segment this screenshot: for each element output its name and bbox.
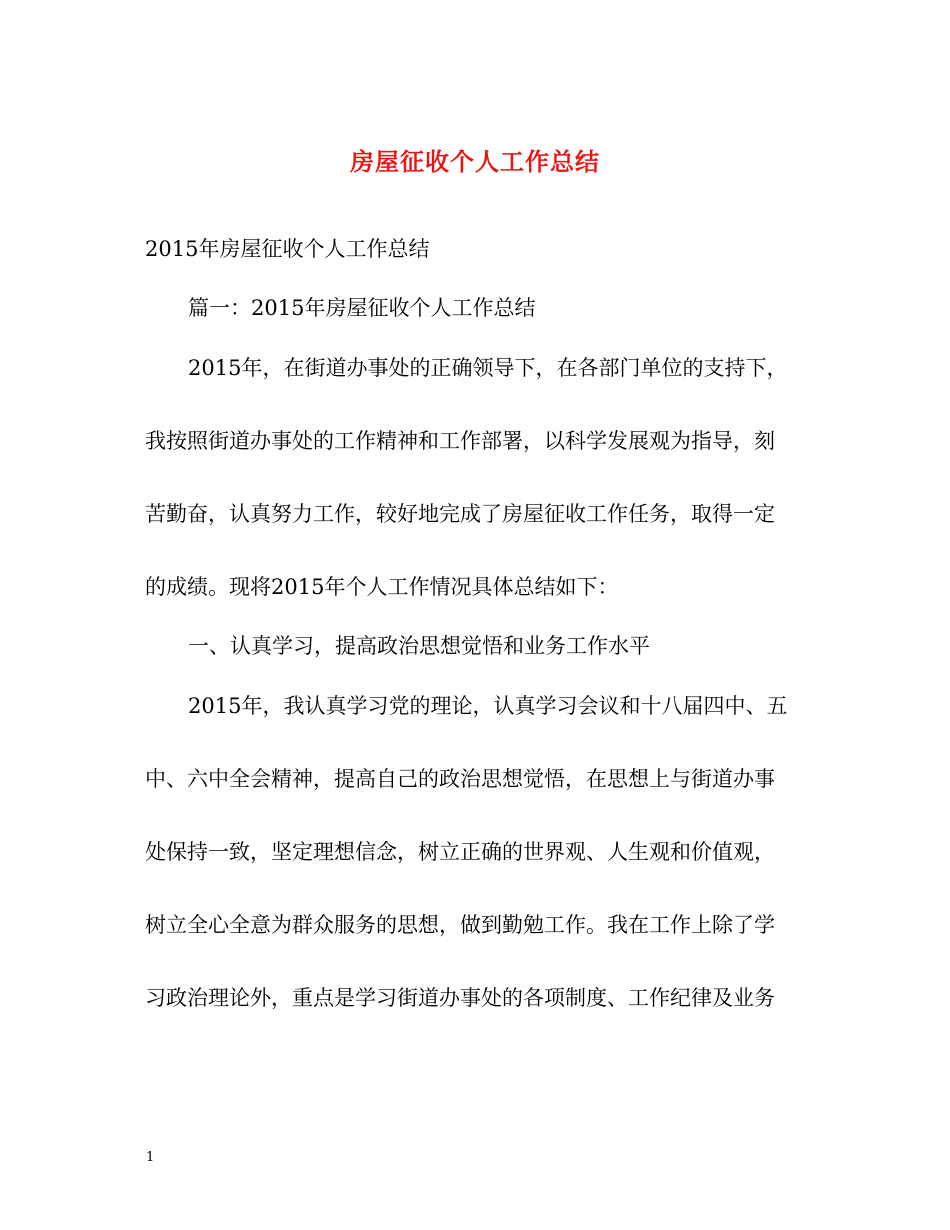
paragraph-line: 处保持一致，坚定理想信念，树立正确的世界观、人生观和价值观，	[145, 840, 775, 864]
paragraph-line: 2015年，在街道办事处的正确领导下，在各部门单位的支持下，	[188, 356, 788, 380]
document-subtitle: 2015年房屋征收个人工作总结	[145, 237, 430, 261]
paragraph-line: 2015年，我认真学习党的理论，认真学习会议和十八届四中、五	[188, 694, 788, 718]
document-title: 房屋征收个人工作总结	[350, 147, 600, 176]
page-number: 1	[146, 1150, 155, 1165]
paragraph-line: 的成绩。现将2015年个人工作情况具体总结如下：	[145, 575, 619, 599]
paragraph-line: 树立全心全意为群众服务的思想，做到勤勉工作。我在工作上除了学	[145, 913, 775, 937]
subsection-heading: 一、认真学习，提高政治思想觉悟和业务工作水平	[188, 634, 650, 658]
section-heading: 篇一：2015年房屋征收个人工作总结	[188, 296, 536, 320]
paragraph-line: 中、六中全会精神，提高自己的政治思想觉悟，在思想上与街道办事	[145, 767, 775, 791]
paragraph-line: 我按照街道办事处的工作精神和工作部署，以科学发展观为指导，刻	[145, 429, 775, 453]
paragraph-line: 苦勤奋，认真努力工作，较好地完成了房屋征收工作任务，取得一定	[145, 502, 775, 526]
paragraph-line: 习政治理论外，重点是学习街道办事处的各项制度、工作纪律及业务	[145, 986, 775, 1010]
